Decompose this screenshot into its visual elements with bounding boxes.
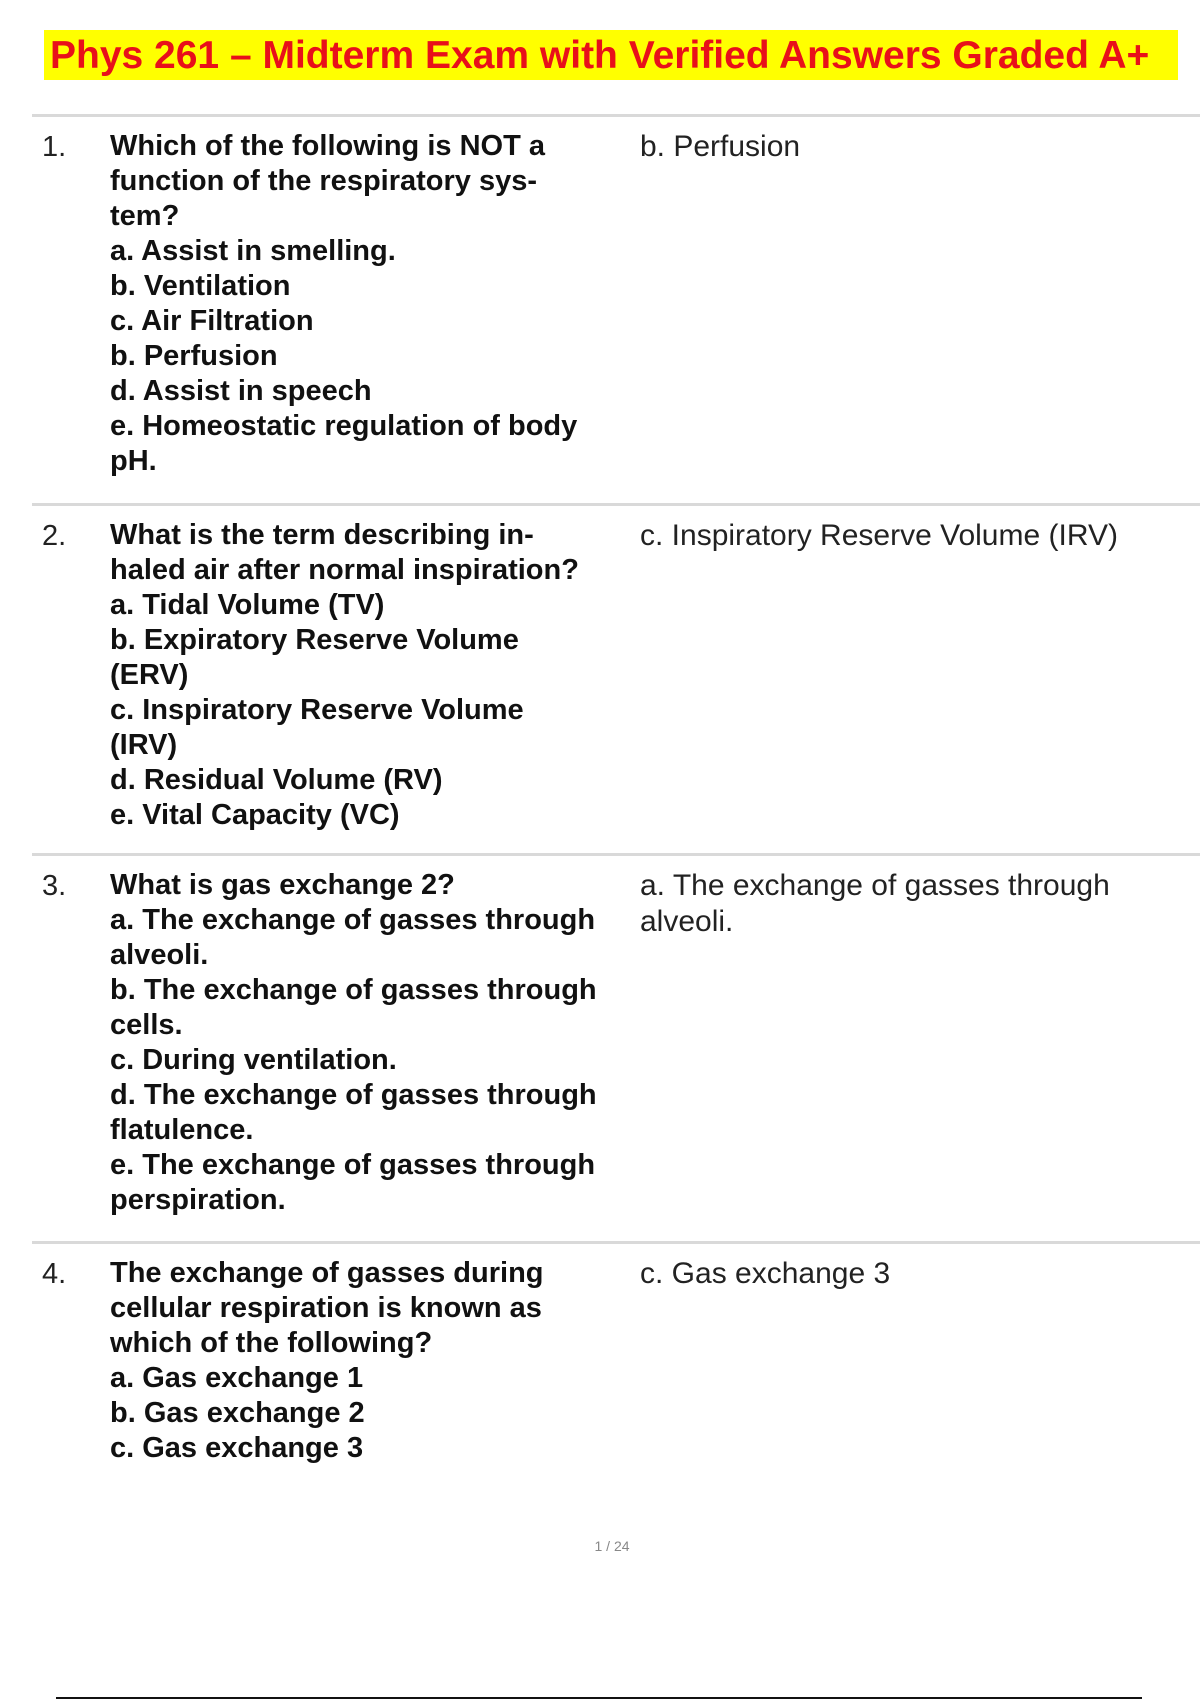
question-text-line: tem? xyxy=(110,200,180,232)
answer-option: d. The exchange of gasses through xyxy=(110,1079,597,1111)
answer-option: c. Inspiratory Reserve Volume xyxy=(110,694,524,726)
answer-option: e. Homeostatic regulation of body xyxy=(110,410,578,442)
question-row xyxy=(32,1241,1200,1484)
question-text-line: Which of the following is NOT a xyxy=(110,130,545,162)
question-body xyxy=(110,518,650,833)
correct-answer xyxy=(640,1256,1200,1292)
question-number: 1. xyxy=(42,131,67,163)
question-body xyxy=(110,868,650,1218)
answer-option: e. The exchange of gasses through xyxy=(110,1149,596,1181)
question-row xyxy=(32,114,1200,503)
question-text-line: cellular respiration is known as xyxy=(110,1292,542,1324)
question-row xyxy=(32,503,1200,856)
question-number: 4. xyxy=(42,1258,67,1290)
question-text-line: haled air after normal inspiration? xyxy=(110,554,579,586)
answer-option: d. Assist in speech xyxy=(110,375,372,407)
question-number: 3. xyxy=(42,870,67,902)
bottom-divider xyxy=(56,1697,1142,1699)
answer-text-line: c. Gas exchange 3 xyxy=(640,1257,891,1290)
answer-option: (IRV) xyxy=(110,729,178,761)
answer-option: c. Air Filtration xyxy=(110,305,314,337)
question-text-line: which of the following? xyxy=(110,1327,433,1359)
correct-answer xyxy=(640,868,1200,940)
answer-option: b. Gas exchange 2 xyxy=(110,1397,365,1429)
page-title: Phys 261 – Midterm Exam with Verified Answers Graded A+ xyxy=(50,34,1150,77)
answer-text-line: b. Perfusion xyxy=(640,130,801,163)
question-number: 2. xyxy=(42,520,67,552)
question-body xyxy=(110,129,650,479)
correct-answer xyxy=(640,129,1200,165)
answer-option: alveoli. xyxy=(110,939,209,971)
answer-option: e. Vital Capacity (VC) xyxy=(110,799,400,831)
question-text-line: The exchange of gasses during xyxy=(110,1257,544,1289)
answer-option: a. Tidal Volume (TV) xyxy=(110,589,385,621)
page-indicator: 1 / 24 xyxy=(594,1538,630,1554)
answer-option: b. Expiratory Reserve Volume xyxy=(110,624,519,656)
question-body xyxy=(110,1256,650,1466)
answer-option: b. Ventilation xyxy=(110,270,291,302)
answer-option: b. The exchange of gasses through xyxy=(110,974,597,1006)
answer-option: a. The exchange of gasses through xyxy=(110,904,596,936)
question-text-line: function of the respiratory sys- xyxy=(110,165,538,197)
answer-option: pH. xyxy=(110,445,157,477)
answer-option: perspiration. xyxy=(110,1184,286,1216)
question-text-line: What is gas exchange 2? xyxy=(110,869,455,901)
answer-option: a. Gas exchange 1 xyxy=(110,1362,364,1394)
title-highlight xyxy=(44,30,1178,80)
answer-option: flatulence. xyxy=(110,1114,254,1146)
answer-option: c. Gas exchange 3 xyxy=(110,1432,364,1464)
answer-option: a. Assist in smelling. xyxy=(110,235,396,267)
answer-option: cells. xyxy=(110,1009,183,1041)
answer-option: c. During ventilation. xyxy=(110,1044,397,1076)
answer-option: b. Perfusion xyxy=(110,340,278,372)
correct-answer xyxy=(640,518,1200,554)
answer-text-line: a. The exchange of gasses through xyxy=(640,869,1110,902)
question-row xyxy=(32,853,1200,1242)
answer-option: (ERV) xyxy=(110,659,189,691)
answer-option: d. Residual Volume (RV) xyxy=(110,764,443,796)
question-text-line: What is the term describing in- xyxy=(110,519,534,551)
answer-text-line: c. Inspiratory Reserve Volume (IRV) xyxy=(640,519,1118,552)
answer-text-line: alveoli. xyxy=(640,905,734,938)
